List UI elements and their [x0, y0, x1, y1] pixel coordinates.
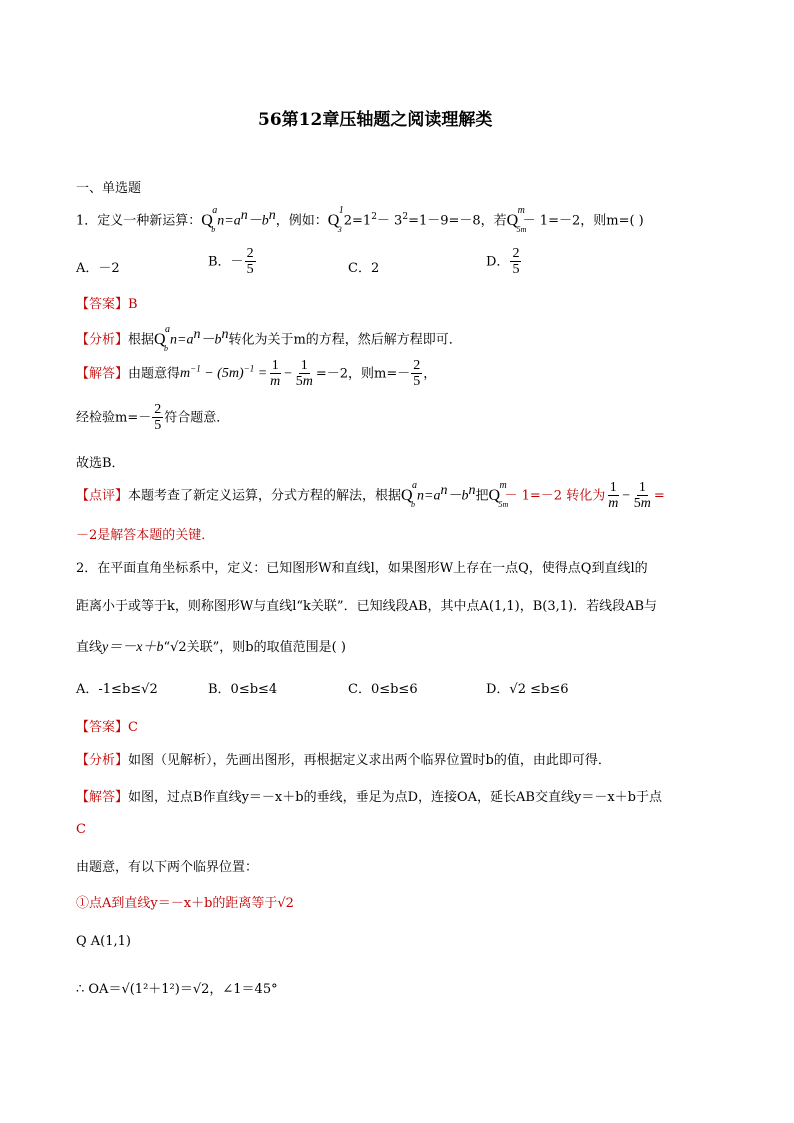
- frac-den: 5: [246, 262, 254, 278]
- q1-comment-line2: [76, 524, 214, 543]
- q1-example-label: ，例如：: [275, 213, 328, 229]
- analysis-def: n=a: [170, 332, 194, 348]
- solution-label: 【解答】: [76, 790, 129, 805]
- q2-option-b: B．0≤b≤4: [208, 682, 278, 697]
- analysis-label: 【分析】: [76, 753, 129, 768]
- q2-therefore: ∴ OA＝√(1²＋1²)＝√2，∠1＝45°: [76, 982, 278, 997]
- q1-comment: 【点评】本题考查了新定义运算，分式方程的解法，根据 Q a b $n=a^n-b^n$把 Q m 5m － 1=－2 转化为 $\frac{1}{m}$ − $\frac{1}{5m}$ =: [76, 479, 665, 512]
- q2-line3-tail: “√2关联”，则b的取值范围是( ): [163, 640, 346, 655]
- q2-line3-eq: y＝－x＋b: [102, 640, 164, 655]
- q2-solution: [76, 786, 662, 805]
- q1-option-b: [208, 246, 257, 278]
- page-title: 56第12章压轴题之阅读理解类: [258, 110, 493, 130]
- comment-def: n=a: [417, 488, 441, 504]
- answer-value: C: [128, 720, 138, 735]
- frac-num: 2: [246, 246, 254, 261]
- q1-example-exp2: 2: [402, 212, 409, 222]
- frac-den: 5: [512, 262, 520, 278]
- custom-operator-icon: Q m 5m: [488, 479, 509, 509]
- comment-end: =: [653, 488, 665, 504]
- solution-label: 【解答】: [76, 366, 129, 382]
- check-frac: $\frac{2}{5}$: [154, 402, 162, 434]
- solution-text: 如图，过点B作直线y＝－x＋b的垂线，垂足为点D，连接OA，延长AB交直线y＝－x＋b于点: [128, 790, 662, 805]
- comment-label: 【点评】: [76, 488, 129, 504]
- q2-option-c: C．0≤b≤6: [348, 682, 418, 697]
- answer-label: 【答案】: [76, 720, 129, 735]
- q1-example-tail2: =1－9=－8，若: [408, 213, 507, 229]
- solution-frac-2: $\frac{1}{5m}$: [295, 358, 313, 390]
- q1-option-d: [486, 246, 522, 278]
- answer-label: 【答案】: [76, 297, 129, 312]
- q1-def-exp: n: [240, 208, 248, 223]
- solution-mid: =－2，则m=－: [315, 366, 411, 382]
- comment-line2-text: －2是解答本题的关键．: [76, 528, 215, 543]
- q1-check: [76, 402, 229, 434]
- q2-analysis: [76, 749, 611, 768]
- analysis-text: 根据: [128, 332, 155, 348]
- q1-option-a: A．－2: [76, 261, 120, 276]
- comment-mid: 把: [475, 488, 489, 504]
- q1-choose: 故选B．: [76, 456, 125, 471]
- analysis-exp2: n: [221, 327, 229, 342]
- q2-options: [76, 678, 716, 702]
- q2-answer: [76, 716, 138, 735]
- custom-operator-icon: Q a b: [401, 479, 418, 509]
- q2-cases: 由题意，有以下两个临界位置：: [76, 860, 259, 875]
- q1-def-exp2: n: [268, 208, 276, 223]
- comment-text: 本题考查了新定义运算，分式方程的解法，根据: [128, 488, 402, 504]
- q2-stem-line1: 2．在平面直角坐标系中，定义：已知图形W和直线l，如果图形W上存在一点Q，使得点Q到直线l的: [76, 561, 648, 576]
- q2-stem-line3: [76, 636, 346, 656]
- q1-option-d-frac: [510, 246, 521, 278]
- solution-eq: $m^{-1} - (5m)^{-1}$ =: [180, 363, 268, 382]
- q1-stem: [76, 204, 644, 234]
- comment-tail: － 1=－2 转化为: [504, 488, 606, 504]
- q2-stem-line2: 距离小于或等于k，则称图形W与直线l“k关联”．已知线段AB，其中点A(1,1)，B(3,1)．若线段AB与: [76, 599, 658, 614]
- analysis-tail: 转化为关于m的方程，然后解方程即可．: [228, 332, 462, 348]
- q2-because: Q A(1,1): [76, 934, 131, 949]
- q1-option-d-label: D．: [486, 254, 510, 270]
- solution-frac-1: $\frac{1}{m}$: [270, 358, 281, 390]
- q1-answer: [76, 293, 138, 312]
- q2-solution-c: C: [76, 822, 86, 837]
- custom-operator-icon: Q m 5m: [506, 204, 527, 234]
- analysis-exp: n: [193, 327, 201, 342]
- custom-operator-icon: Q a b: [201, 204, 218, 234]
- q1-def-minus: －b: [247, 213, 269, 229]
- custom-operator-icon: Q 1 3: [327, 204, 344, 234]
- analysis-minus: －b: [200, 332, 222, 348]
- q1-option-b-label: B．－: [208, 254, 244, 270]
- q2-option-d: D．√2 ≤b≤6: [486, 682, 569, 697]
- check-tail: 符合题意．: [164, 410, 230, 426]
- q1-solution: 【解答】由题意得$m^{-1} - (5m)^{-1}$ = $\frac{1}{m}$ − $\frac{1}{5m}$ =－2，则m=－ $\frac{2}{5}$ ，: [76, 358, 437, 390]
- q1-example: 2=1: [343, 213, 372, 229]
- q1-option-b-frac: [245, 246, 256, 278]
- q1-stem-text: 1．定义一种新运算：: [76, 213, 202, 229]
- q1-def: n=a: [217, 213, 241, 229]
- solution-text: 由题意得: [128, 366, 181, 382]
- q1-option-c: C．2: [348, 261, 380, 276]
- q2-case1: ①点A到直线y＝－x＋b的距离等于√2: [76, 896, 294, 911]
- q2-line3-text: 直线: [76, 640, 103, 655]
- frac-num: 2: [512, 246, 520, 261]
- q1-analysis: [76, 323, 462, 353]
- analysis-text: 如图（见解析），先画出图形，再根据定义求出两个临界位置时b的值，由此即可得．: [128, 753, 611, 768]
- custom-operator-icon: Q a b: [154, 323, 171, 353]
- section-heading: 一、单选题: [76, 181, 142, 196]
- q1-condition: － 1=－2，则m=( ): [522, 213, 644, 229]
- q1-example-tail: － 3: [376, 213, 403, 229]
- comment-frac-2: $\frac{1}{5m}$: [633, 480, 651, 512]
- q1-options: [76, 246, 716, 286]
- analysis-label: 【分析】: [76, 332, 129, 348]
- q1-example-exp: 2: [371, 212, 377, 222]
- solution-frac-3: $\frac{2}{5}$: [413, 358, 421, 390]
- q2-option-a: A．-1≤b≤√2: [76, 682, 158, 697]
- check-text: 经检验m=－: [76, 410, 152, 426]
- comment-frac-1: $\frac{1}{m}$: [608, 480, 619, 512]
- answer-value: B: [128, 297, 138, 312]
